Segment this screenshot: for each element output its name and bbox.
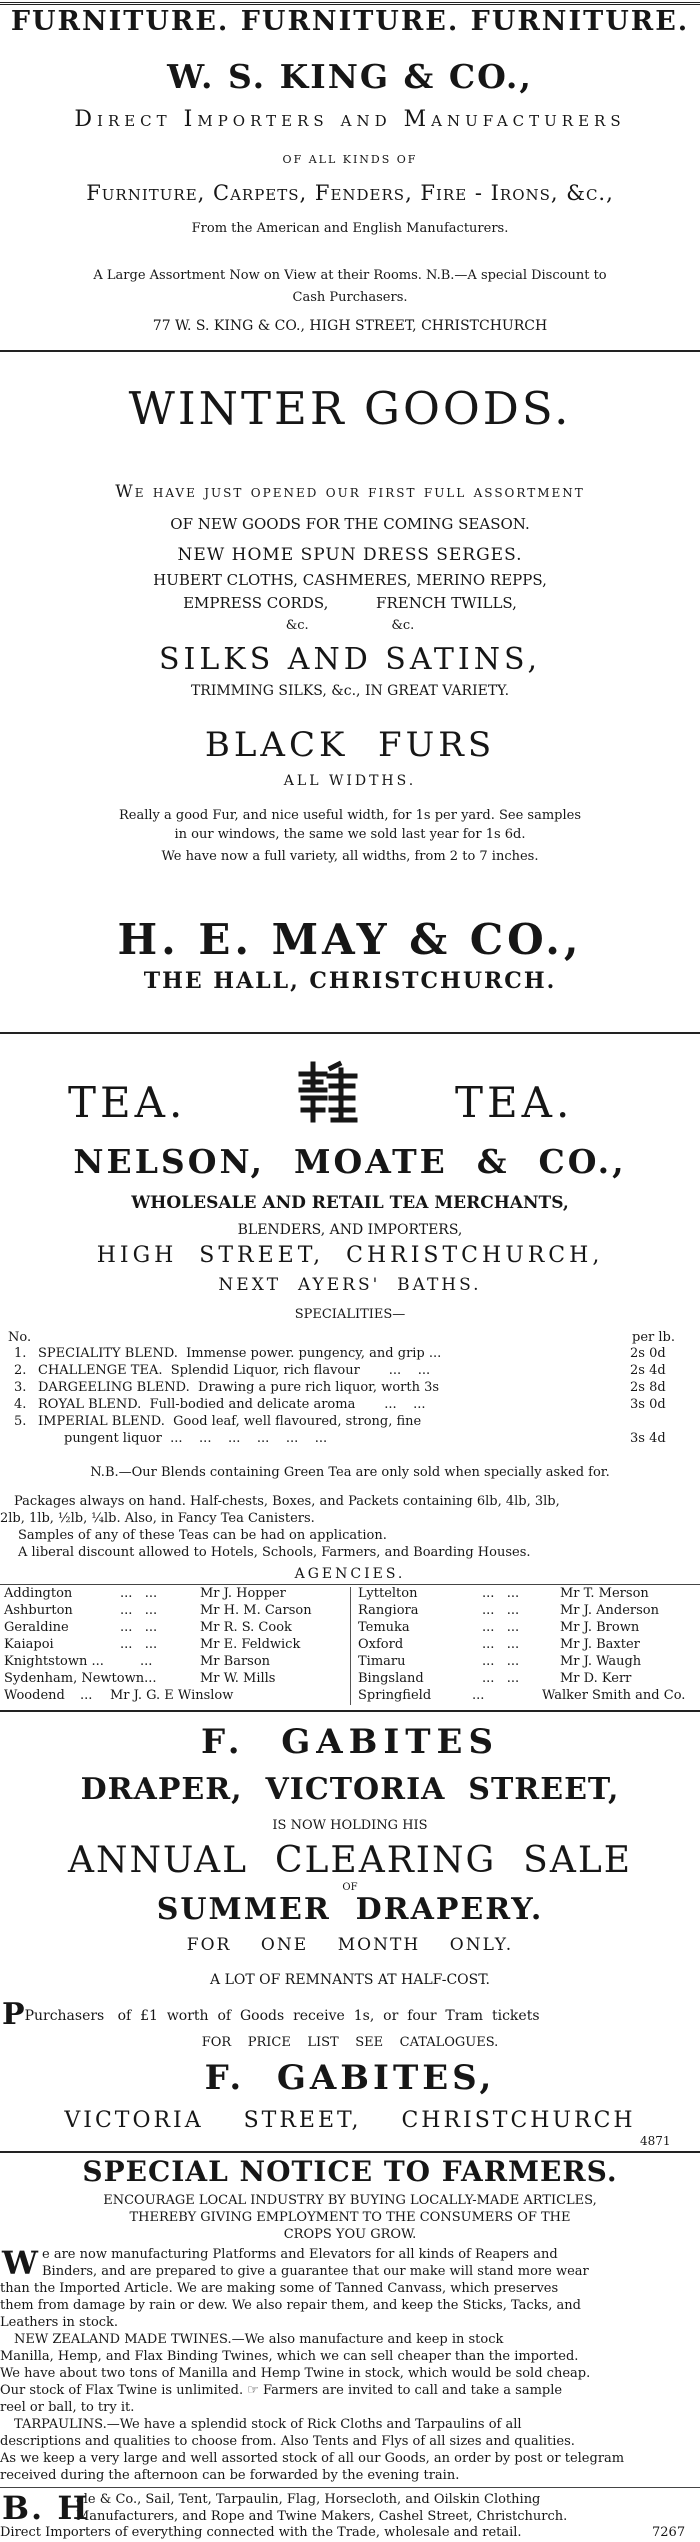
agency-place: Ashburton <box>4 1603 73 1618</box>
tea-right: TEA. <box>455 1078 574 1127</box>
agency-place: Springfield <box>358 1688 432 1703</box>
agency-place: Oxford <box>358 1637 404 1652</box>
agency-name: Mr J. Waugh <box>560 1654 642 1669</box>
tea-item-no: 2. <box>14 1363 27 1378</box>
hale-initial: B. H <box>2 2489 90 2527</box>
king-line-assortment: A Large Assortment Now on View at their Rooms. N.B.—A special Discount to <box>93 268 607 283</box>
twines-line-5: reel or ball, to try it. <box>0 2400 135 2415</box>
purchasers-line-2: FOR PRICE LIST SEE CATALOGUES. <box>201 2035 499 2050</box>
agency-dots: ... ... <box>482 1586 520 1601</box>
encourage-line-2: THEREBY GIVING EMPLOYMENT TO THE CONSUMERS OF THE <box>129 2210 571 2225</box>
may-line-etc: &c. &c. <box>285 618 415 633</box>
gabites-street: VICTORIA STREET, CHRISTCHURCH <box>64 2108 636 2133</box>
green-tea-note: N.B.—Our Blends containing Green Tea are only sold when specially asked for. <box>90 1465 610 1480</box>
agency-place: Lyttelton <box>358 1586 418 1601</box>
hale-line-3: Direct Importers of everything connected with the Trade, wholesale and retail. <box>0 2525 522 2540</box>
agency-dots: ... ... <box>482 1603 520 1618</box>
agency-name: Mr J. G. E Winslow <box>110 1688 234 1703</box>
tea-item-text: pungent liquor ... ... ... ... ... ... <box>64 1431 328 1446</box>
rule-after-gabites <box>0 2151 700 2153</box>
tea-item-price: 2s 0d <box>630 1346 666 1361</box>
tea-item-row <box>0 1431 700 1451</box>
tarpaulins-line-3: As we keep a very large and well assorted stock of all our Goods, an order by post or telegram <box>0 2451 625 2466</box>
agency-row <box>0 1688 700 1708</box>
agency-place: Woodend <box>4 1688 65 1703</box>
agency-dots: ... <box>472 1688 485 1703</box>
nelson-moate-firm: NELSON, MOATE & CO., <box>73 1142 627 1181</box>
agency-dots: ... ... <box>482 1637 520 1652</box>
platforms-line-4: them from damage by rain or dew. We also repair them, and keep the Sticks, Tacks, and <box>0 2298 581 2313</box>
king-line-address: 77 W. S. KING & CO., HIGH STREET, CHRISTCHURCH <box>152 318 548 334</box>
may-line-new-goods: OF NEW GOODS FOR THE COMING SEASON. <box>170 515 530 533</box>
tea-left: TEA. <box>68 1078 187 1127</box>
gabites-holding: IS NOW HOLDING HIS <box>272 1818 428 1833</box>
king-line-all-kinds: OF ALL KINDS OF <box>282 153 418 166</box>
tea-item-price: 3s 4d <box>630 1431 666 1446</box>
twines-line-1: NEW ZEALAND MADE TWINES.—We also manufacture and keep in stock <box>14 2332 504 2347</box>
no-column-label: No. <box>8 1330 32 1345</box>
agency-name: Mr H. M. Carson <box>200 1603 312 1618</box>
platforms-line-5: Leathers in stock. <box>0 2315 119 2330</box>
may-firm-name: H. E. MAY & CO., <box>117 915 583 964</box>
agency-dots: ... ... <box>482 1654 520 1669</box>
gabites-number: 4871 <box>640 2134 671 2148</box>
remnants: A LOT OF REMNANTS AT HALF-COST. <box>210 1972 490 1988</box>
agency-dots: ... ... <box>120 1637 158 1652</box>
agency-place: Rangiora <box>358 1603 419 1618</box>
tea-item-no: 5. <box>14 1414 27 1429</box>
rule-before-hale <box>0 2487 700 2488</box>
agency-name: Walker Smith and Co. <box>542 1688 686 1703</box>
hale-line-2: Manufacturers, and Rope and Twine Makers, Cashel Street, Christchurch. <box>76 2509 568 2524</box>
tarpaulins-line-4: received during the afternoon can be forwarded by the evening train. <box>0 2468 460 2483</box>
one-month-only: FOR ONE MONTH ONLY. <box>186 1935 514 1955</box>
packages-line-3: Samples of any of these Teas can be had on application. <box>18 1528 387 1543</box>
purchasers-text: Purchasers of £1 worth of Goods receive 1s, or four Tram tickets <box>24 2008 540 2024</box>
twines-line-4: Our stock of Flax Twine is unlimited. ☞ Farmers are invited to call and take a sample <box>0 2383 563 2398</box>
packages-line-1: Packages always on hand. Half-chests, Boxes, and Packets containing 6lb, 4lb, 3lb, <box>14 1494 560 1509</box>
agency-dots: ... <box>140 1654 153 1669</box>
platforms-line-1: e are now manufacturing Platforms and Elevators for all kinds of Reapers and <box>42 2247 558 2262</box>
all-widths: ALL WIDTHS. <box>283 773 417 789</box>
summer-drapery: SUMMER DRAPERY. <box>156 1892 544 1927</box>
gabites-name: F. GABITES <box>200 1722 500 1762</box>
agency-name: Mr R. S. Cook <box>200 1620 292 1635</box>
tea-item-text: IMPERIAL BLEND. Good leaf, well flavoured, strong, fine <box>38 1414 422 1429</box>
may-line-serges: NEW HOME SPUN DRESS SERGES. <box>177 545 523 565</box>
agency-place: Sydenham, Newtown... <box>4 1671 157 1686</box>
agency-dots: ... <box>80 1688 93 1703</box>
platforms-line-2: Binders, and are prepared to give a guarantee that our make will stand more wear <box>42 2264 589 2279</box>
rule-after-tea <box>0 1710 700 1712</box>
tea-item-text: CHALLENGE TEA. Splendid Liquor, rich flavour ... ... <box>38 1363 431 1378</box>
agency-dots: ... ... <box>120 1603 158 1618</box>
twines-line-3: We have about two tons of Manilla and Hemp Twine in stock, which would be sold cheap. <box>0 2366 591 2381</box>
agency-name: Mr J. Baxter <box>560 1637 640 1652</box>
agency-place: Kaiapoi <box>4 1637 54 1652</box>
king-line-furniture: Furniture, Carpets, Fenders, Fire - Irons, &c., <box>86 181 614 205</box>
agency-place: Timaru <box>358 1654 406 1669</box>
may-line-cords: EMPRESS CORDS, FRENCH TWILLS, <box>183 594 517 612</box>
agency-name: Mr D. Kerr <box>560 1671 632 1686</box>
king-line-manufacturers: From the American and English Manufacturers. <box>191 221 509 236</box>
encourage-line-1: ENCOURAGE LOCAL INDUSTRY BY BUYING LOCALLY-MADE ARTICLES, <box>103 2193 597 2208</box>
may-line-cloths: HUBERT CLOTHS, CASHMERES, MERINO REPPS, <box>153 571 547 589</box>
agency-place: Knightstown ... <box>4 1654 104 1669</box>
farmers-headline: SPECIAL NOTICE TO FARMERS. <box>82 2155 618 2188</box>
gabites-of: OF <box>342 1882 358 1893</box>
hale-line-1: ale & Co., Sail, Tent, Tarpaulin, Flag, Horsecloth, and Oilskin Clothing <box>76 2492 541 2507</box>
tea-item-price: 3s 0d <box>630 1397 666 1412</box>
tea-item-price: 2s 8d <box>630 1380 666 1395</box>
silks-and-satins: SILKS AND SATINS, <box>158 642 542 677</box>
trimming-silks: TRIMMING SILKS, &c., IN GREAT VARIETY. <box>190 683 510 699</box>
encourage-line-3: CROPS YOU GROW. <box>283 2227 417 2242</box>
king-line-direct-importers: Direct Importers and Manufacturers <box>74 107 626 132</box>
furs-line-1: Really a good Fur, and nice useful width, for 1s per yard. See samples <box>118 808 581 823</box>
agency-dots: ... ... <box>120 1586 158 1601</box>
drop-cap-w: W <box>2 2244 38 2282</box>
agency-dots: ... ... <box>482 1671 520 1686</box>
gabites-name-2: F. GABITES, <box>204 2058 496 2098</box>
agency-name: Mr W. Mills <box>200 1671 276 1686</box>
tea-high-street: HIGH STREET, CHRISTCHURCH, <box>96 1243 604 1268</box>
annual-clearing-sale: ANNUAL CLEARING SALE <box>67 1840 633 1881</box>
agency-place: Temuka <box>358 1620 410 1635</box>
winter-goods-headline: WINTER GOODS. <box>128 382 572 435</box>
hale-number: 7267 <box>652 2525 686 2540</box>
agencies-heading: AGENCIES. <box>294 1566 406 1582</box>
purchasers-line-1: PPurchasers of £1 worth of Goods receive 1s, or four Tram tickets <box>2 1997 540 2032</box>
agency-place: Geraldine <box>4 1620 69 1635</box>
rule-after-may <box>0 1032 700 1034</box>
tarpaulins-line-1: TARPAULINS.—We have a splendid stock of Rick Cloths and Tarpaulins of all <box>14 2417 522 2432</box>
agency-place: Bingsland <box>358 1671 424 1686</box>
agency-dots: ... ... <box>482 1620 520 1635</box>
agency-name: Mr T. Merson <box>560 1586 649 1601</box>
tea-item-text: ROYAL BLEND. Full-bodied and delicate aroma ... ... <box>38 1397 426 1412</box>
may-line-just-opened: We have just opened our first full assortment <box>115 482 585 502</box>
furniture-banner: FURNITURE. FURNITURE. FURNITURE. <box>10 6 690 37</box>
agency-place: Addington <box>4 1586 73 1601</box>
top-rule <box>0 2 700 5</box>
tea-next-ayers: NEXT AYERS' BATHS. <box>218 1275 482 1295</box>
tea-merchants: WHOLESALE AND RETAIL TEA MERCHANTS, <box>131 1193 569 1213</box>
king-firm-name: W. S. KING & CO., <box>167 57 533 96</box>
agency-name: Mr Barson <box>200 1654 271 1669</box>
packages-line-2: 2lb, 1lb, ½lb, ¼lb. Also, in Fancy Tea Canisters. <box>0 1511 315 1526</box>
tea-item-text: DARGEELING BLEND. Drawing a pure rich liquor, worth 3s <box>38 1380 440 1395</box>
agencies-rule <box>0 1584 700 1585</box>
agency-name: Mr J. Brown <box>560 1620 640 1635</box>
rule-after-king <box>0 350 700 352</box>
twines-line-2: Manilla, Hemp, and Flax Binding Twines, which we can sell cheaper than the imported. <box>0 2349 579 2364</box>
tea-item-price: 2s 4d <box>630 1363 666 1378</box>
tarpaulins-line-2: descriptions and qualities to choose from. Also Tents and Flys of all sizes and qualities. <box>0 2434 575 2449</box>
platforms-line-3: than the Imported Article. We are making some of Tanned Canvass, which preserves <box>0 2281 559 2296</box>
tea-item-no: 3. <box>14 1380 27 1395</box>
tea-item-no: 4. <box>14 1397 27 1412</box>
may-address: THE HALL, CHRISTCHURCH. <box>143 968 557 994</box>
furs-line-2: in our windows, the same we sold last year for 1s 6d. <box>174 827 526 842</box>
chinese-character-emblem <box>295 1060 359 1124</box>
packages-line-4: A liberal discount allowed to Hotels, Schools, Farmers, and Boarding Houses. <box>18 1545 531 1560</box>
gabites-draper: DRAPER, VICTORIA STREET, <box>80 1772 620 1807</box>
agency-name: Mr E. Feldwick <box>200 1637 301 1652</box>
agency-name: Mr J. Hopper <box>200 1586 286 1601</box>
agency-dots: ... ... <box>120 1620 158 1635</box>
per-lb-column-label: per lb. <box>632 1330 675 1345</box>
furs-line-3: We have now a full variety, all widths, from 2 to 7 inches. <box>161 849 539 864</box>
tea-item-no: 1. <box>14 1346 27 1361</box>
king-line-cash: Cash Purchasers. <box>292 290 408 305</box>
tea-item-text: SPECIALITY BLEND. Immense power. pungency, and grip ... <box>38 1346 442 1361</box>
tea-blenders: BLENDERS, AND IMPORTERS, <box>237 1222 463 1238</box>
specialities-heading: SPECIALITIES— <box>294 1307 406 1322</box>
black-furs-headline: BLACK FURS <box>204 725 496 765</box>
agency-name: Mr J. Anderson <box>560 1603 659 1618</box>
